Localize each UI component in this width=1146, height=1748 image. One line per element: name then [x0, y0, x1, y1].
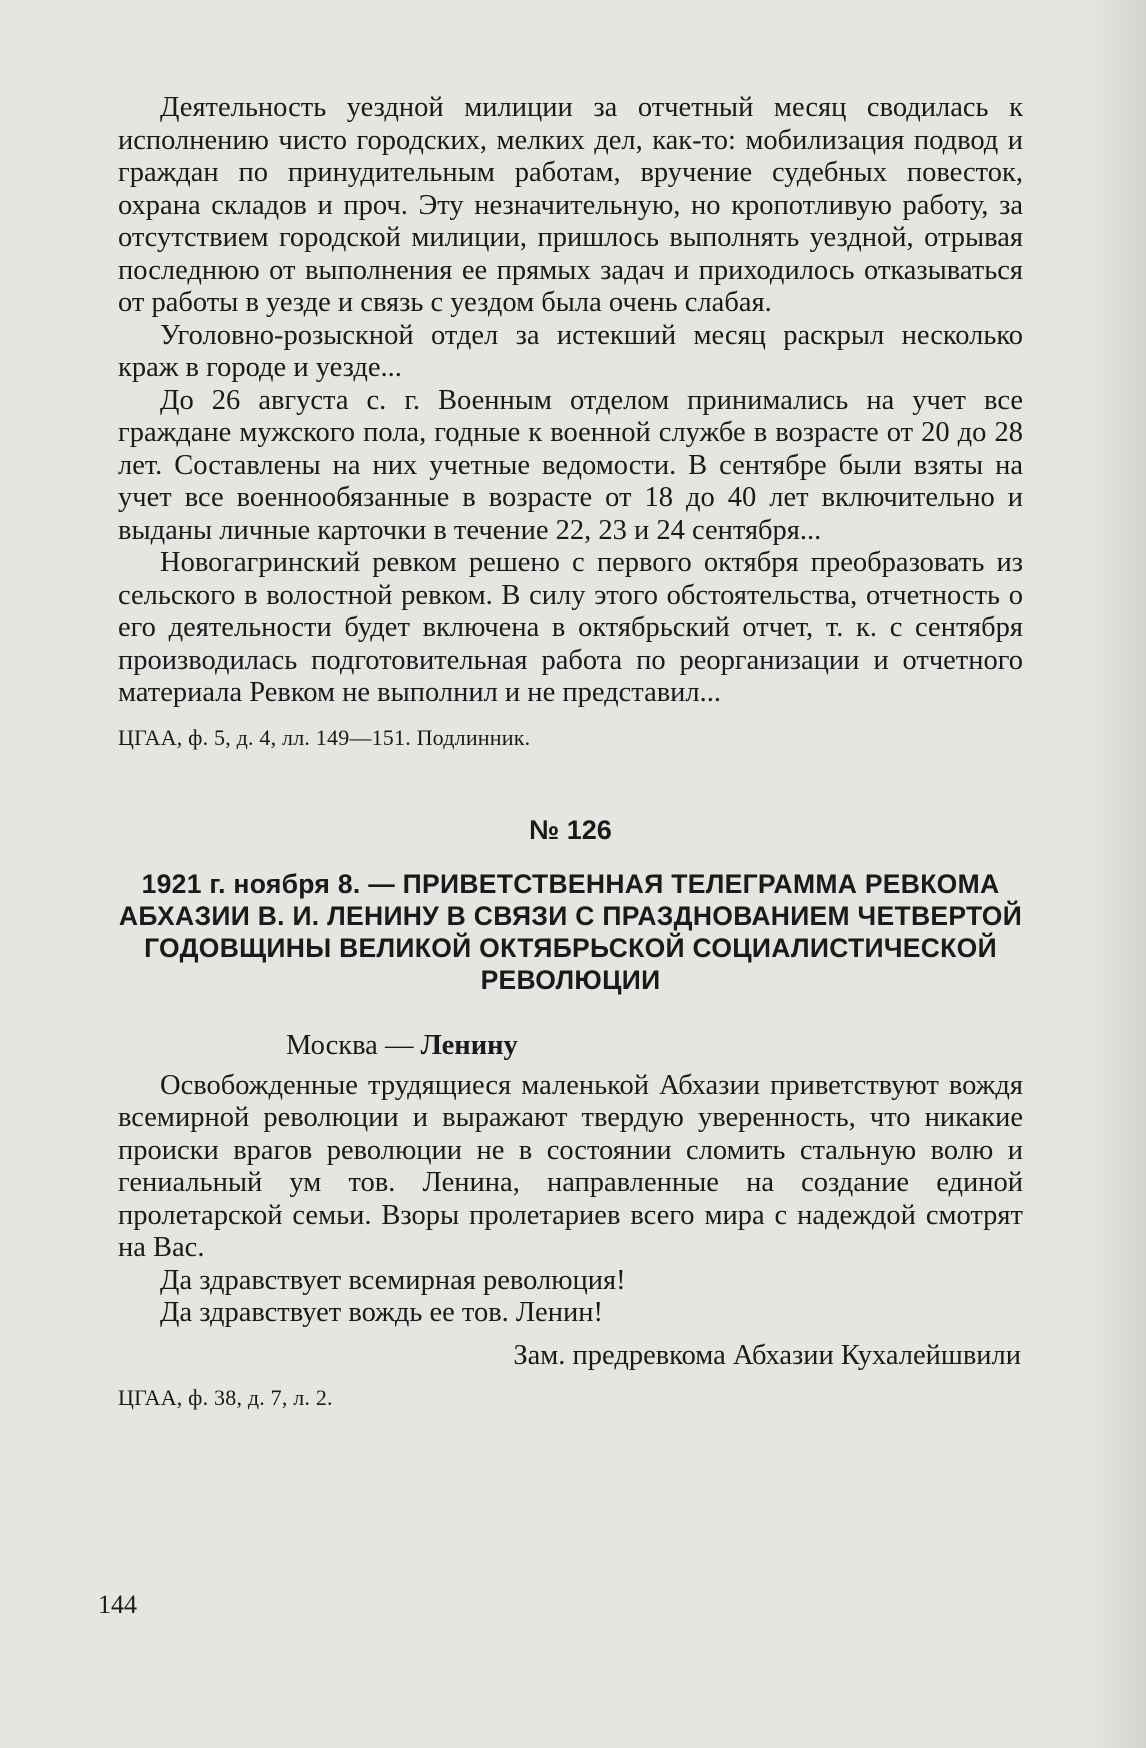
address-place: Москва —	[286, 1029, 414, 1061]
paragraph-criminal-investigation: Уголовно-розыскной отдел за истекший месяц раскрыл несколько краж в городе и уезде...	[118, 319, 1023, 383]
archive-source-citation-2: ЦГАА, ф. 38, д. 7, л. 2.	[118, 1384, 333, 1410]
telegram-body: Освобожденные трудящиеся маленькой Абхазии приветствуют вождя всемирной революции и выражают твердую уверенность, что никакие происки врагов революции не в состоянии сломить стальную волю и гениальный ум тов. Ленина, направленные на создание единой пролетарской семьи. Взоры пролетариев всего мира с надеждой смотрят на Вас.	[118, 1069, 1023, 1263]
scan-edge-shadow	[1086, 0, 1146, 1748]
telegram-slogan-revolution: Да здравствует всемирная революция!	[160, 1264, 626, 1296]
paragraph-military-department: До 26 августа с. г. Военным отделом принимались на учет все граждане мужского пола, годные к военной службе в возрасте от 20 до 28 лет. Составлены на них учетные ведомости. В сентябре были взяты на учет все военнообязанные в возрасте от 18 до 40 лет включительно и выданы личные карточки в течение 22, 23 и 24 сентября...	[118, 384, 1023, 546]
archive-source-citation: ЦГАА, ф. 5, д. 4, лл. 149—151. Подлинник.	[118, 724, 531, 750]
telegram-address	[118, 1030, 1023, 1062]
page-content	[118, 92, 1023, 1412]
paragraph-novogagrinsky-revkom: Новогагринский ревком решено с первого октября преобразовать из сельского в волостной ревком. В силу этого обстоятельства, отчетность о его деятельности будет включена в октябрьский отчет, т. к. с сентября производилась подготовительная работа по реорганизации и отчетного материала Ревком не выполнил и не представил...	[118, 547, 1023, 708]
page-number: 144	[98, 1590, 137, 1619]
telegram-slogan-leader: Да здравствует вождь ее тов. Ленин!	[160, 1297, 603, 1328]
document-title: 1921 г. ноября 8. — ПРИВЕТСТВЕННАЯ ТЕЛЕГРАММА РЕВКОМА АБХАЗИИ В. И. ЛЕНИНУ В СВЯЗИ С ПРАЗДНОВАНИЕМ ЧЕТВЕРТОЙ ГОДОВЩИНЫ ВЕЛИКОЙ ОКТЯБРЬСКОЙ СОЦИАЛИСТИЧЕСКОЙ РЕВОЛЮЦИИ	[118, 868, 1023, 995]
address-recipient: Ленину	[420, 1029, 518, 1061]
document-number: № 126	[529, 814, 612, 845]
paragraph-militia: Деятельность уездной милиции за отчетный месяц сводилась к исполнению чисто городских, мелких дел, как-то: мобилизация подвод и граждан по принудительным работам, вручение судебных повесток, охрана складов и проч. Эту незначительную, но кропотливую работу, за отсутствием городской милиции, пришлось выполнять уездной, отрывая последнюю от выполнения ее прямых задач и приходилось отказываться от работы в уезде и связь с уездом была очень слабая.	[118, 92, 1023, 318]
signature: Зам. предревкома Абхазии Кухалейшвили	[513, 1339, 1021, 1371]
